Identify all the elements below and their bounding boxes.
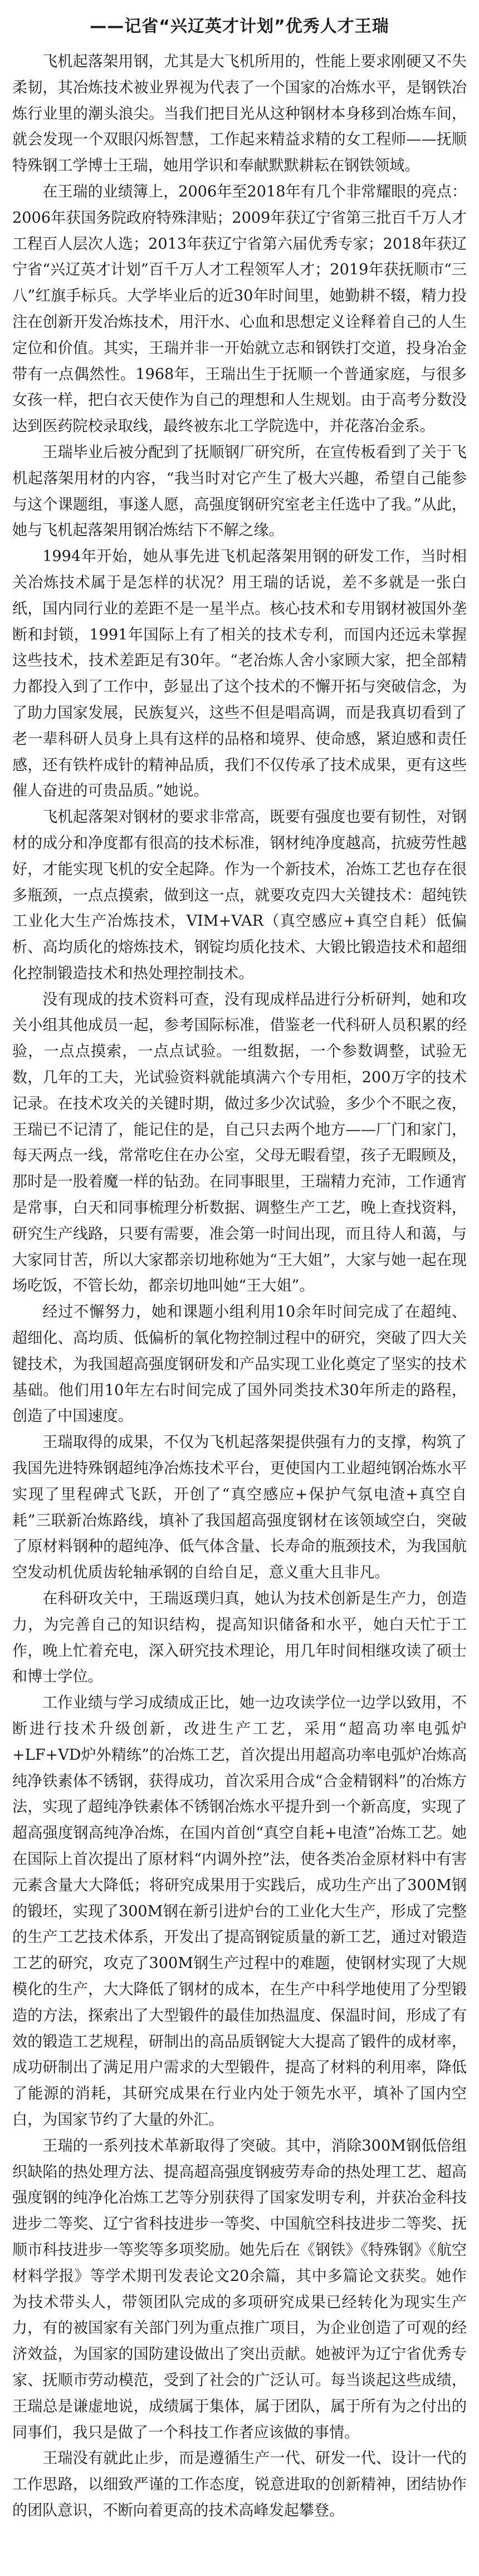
article-paragraph: 王瑞的一系列技术革新取得了突破。其中，消除300M钢低倍组织缺陷的热处理方法、提高超高强度钢疲劳寿命的热处理工艺、超高强度钢的纯净化冶炼工艺等分别获得了国家发明专利，并获冶金科技进步二等奖、辽宁省科技进步一等奖、中国航空科技进步二等奖、抚顺市科技进步一等奖等多项奖励。她先后在《钢铁》《特殊钢》《航空材料学报》等学术期刊发表论文20余篇，其中多篇论文获奖。她作为技术带头人，带领团队完成的多项研究成果已经转化为现实生产力，有的被国家有关部门列为重点推广项目，为企业创造了可观的经济效益，为国家的国防建设做出了突出贡献。她被评为辽宁省优秀专家、抚顺市劳动模范，受到了社会的广泛认可。每当谈起这些成绩，王瑞总是谦虚地说，成绩属于集体，属于团队，属于所有为之付出的同事们，我只是做了一个科技工作者应该做的事情。 xyxy=(12,2137,467,2441)
article-paragraph: 1994年开始，她从事先进飞机起落架用钢的研发工作，当时相关冶炼技术属于是怎样的状况？用王瑞的话说，差不多就是一张白纸，国内同行业的差距不是一星半点。核心技术和专用钢材被国外垄断和封锁，1991年国际上有了相关的技术专利，而国内还远未掌握这些技术，技术差距足有30年。“老冶炼人舍小家顾大家，把全部精力都投入到了工作中，彭显出了这个技术的不懈开拓与突破信念，为了助力国家发展，民族复兴，这些不但是唱高调，而是我真切看到了老一辈科研人员身上具有这样的品格和境界、使命感，紧迫感和责任感，还有铁杵成针的精神品质，我们不仅传承了技术成果，更有这些催人奋进的可贵品质。”她说。 xyxy=(12,548,467,800)
article-paragraph: 工作业绩与学习成绩成正比，她一边攻读学位一边学以致用，不断进行技术升级创新，改进生产工艺，采用“超高功率电弧炉+LF+VD炉外精练”的冶炼工艺，首次提出用超高功率电弧炉冶炼高纯净铁素体不锈钢，获得成功，首次采用合成“合金精钢料”的冶炼方法，实现了超纯净铁素体不锈钢冶炼水平提升到一个新高度，实现了超高强度钢高纯净冶炼，在国内首创“真空自耗+电渣”冶炼工艺。她在国际上首次提出了原材料“内调外控”法，使各类冶金原材料中有害元素含量大大降低；将研究成果用于实践后，成功生产出了300M钢的锻坯，实现了300M钢在新引进炉台的工业化大生产，形成了完整的生产工艺技术体系，开发出了提高钢锭质量的新工艺，通过对锻造工艺的研究，攻克了300M钢生产过程中的难题，使钢材实现了大规模化的生产，大大降低了钢材的成本，在生产中科学地使用了分型锻造的方法，探索出了大型锻件的最佳加热温度、保温时间，形成了有效的锻造工艺规程，研制出的高品质钢锭大大提高了锻件的成材率，成功研制出了满足用户需求的大型锻件，提高了材料的利用率，降低了能源的消耗，其研究成果在行业内处于领先水平，填补了国内空白，为国家节约了大量的外汇。 xyxy=(12,1694,467,2128)
article-title: ——记省“兴辽英才计划”优秀人才王瑞 xyxy=(90,17,389,36)
article-paragraph: 飞机起落架用钢，尤其是大飞机所用的，性能上要求刚硬又不失柔韧，其冶炼技术被业界视为代表了一个国家的冶炼水平，是钢铁冶炼行业里的潮头浪尖。当我们把目光从这种钢材本身移到冶炼车间，就会发现一个双眼闪烁智慧，工作起来精益求精的女工程师——抚顺特殊钢工学博士王瑞，她用学识和奉献默默耕耘在钢铁领域。 xyxy=(12,53,467,175)
article-paragraph: 经过不懈努力，她和课题小组利用10余年时间完成了在超纯、超细化、高均质、低偏析的氧化物控制过程中的研究，突破了四大关键技术，为我国超高强度钢研发和产品实现工业化奠定了坚实的技术基础。他们用10年左右时间完成了国外同类技术30年所走的路程，创造了中国速度。 xyxy=(12,1303,467,1425)
article-paragraph: 王瑞没有就此止步，而是遵循生产一代、研发一代、设计一代的工作思路，以细致严谨的工作态度，锐意进取的创新精神，团结协作的团队意识，不断向着更高的技术高峰发起攀登。 xyxy=(12,2450,467,2519)
article-paragraph: 没有现成的技术资料可查，没有现成样品进行分析研判，她和攻关小组其他成员一起，参考国际标准，借鉴老一代科研人员积累的经验，一点点摸索，一点点试验。一组数据，一个参数调整，试验无数，几年的工夫，光试验资料就能填满六个专用柜，200万字的技术记录。在技术攻关的关键时期，做过多少次试验，多少个不眠之夜，王瑞已不记清了，能记住的是，自己只去两个地方——厂门和家门，每天两点一线，常常吃住在办公室，父母无暇看望，孩子无暇顾及，那时是一股着魔一样的钻劲。在同事眼里，王瑞精力充沛，工作通宵是常事，白天和同事梳理分析数据、调整生产工艺，晚上查找资料，研究生产线路，只要有需要，准会第一时间出现，而且待人和蔼，与大家同甘苦，所以大家都亲切地称她为“王大姐”，大家与她一起在现场吃饭，不管长幼，都亲切地叫她“王大姐”。 xyxy=(12,990,467,1295)
article-paragraph: 飞机起落架对钢材的要求非常高，既要有强度也要有韧性，对钢材的成分和净度都有很高的技术标准，钢材纯净度越高，抗疲劳性越好，才能实现飞机的安全起降。作为一个新技术，冶炼工艺也存在很多瓶颈，一点点摸索，做到这一点，就要攻克四大关键技术：超纯铁工业化大生产冶炼技术，VIM+VAR（真空感应+真空自耗）低偏析、高均质化的熔炼技术，钢锭均质化技术、大锻比锻造技术和超细化控制锻造技术和热处理控制技术。 xyxy=(12,808,467,982)
article-paragraph: 在科研攻关中，王瑞返璞归真，她认为技术创新是生产力，创造力，为完善自己的知识结构，提高知识储备和水平，她白天忙于工作，晚上忙着充电，深入研究技术理论，用几年时间相继攻读了硕士和博士学位。 xyxy=(12,1590,467,1686)
article-paragraph: 王瑞毕业后被分配到了抚顺钢厂研究所，在宣传板看到了关于飞机起落架用材的内容，“我当时对它产生了极大兴趣，希望自己能参与这个课题组，事遂人愿，高强度钢研究室老主任选中了我。”从此，她与飞机起落架用钢冶炼结下不解之缘。 xyxy=(12,443,467,539)
article-paragraph: 在王瑞的业绩簿上，2006年至2018年有几个非常耀眼的亮点：2006年获国务院政府特殊津贴；2009年获辽宁省第三批百千万人才工程百人层次人选；2013年获辽宁省第六届优秀专家；2018年获辽宁省“兴辽英才计划”百千万人才工程领军人才；2019年获抚顺市“三八”红旗手标兵。大学毕业后的近30年时间里，她勤耕不辍，精力投注在创新开发冶炼技术，用汗水、心血和思想定义诠释着自己的人生定位和价值。其实，王瑞并非一开始就立志和钢铁打交道，投身冶金带有一点偶然性。1968年，王瑞出生于抚顺一个普通家庭，与很多女孩一样，把白衣天使作为自己的理想和人生规划。由于高考分数没达到医药院校录取线，最终被东北工学院选中，并花落冶金系。 xyxy=(12,183,467,435)
article-paragraph: 王瑞取得的成果，不仅为飞机起落架提供强有力的支撑，构筑了我国先进特殊钢超纯净冶炼技术平台，更使国内工业超纯钢冶炼水平实现了里程碑式飞跃，开创了“真空感应+保护气氛电渣+真空自耗”三联新冶炼路线，填补了我国超高强度钢材在该领域空白，突破了原材料钢种的超纯净、低气体含量、长寿命的瓶颈技术，为我国航空发动机优质齿轮轴承钢的自给自足，意义重大且非凡。 xyxy=(12,1434,467,1582)
